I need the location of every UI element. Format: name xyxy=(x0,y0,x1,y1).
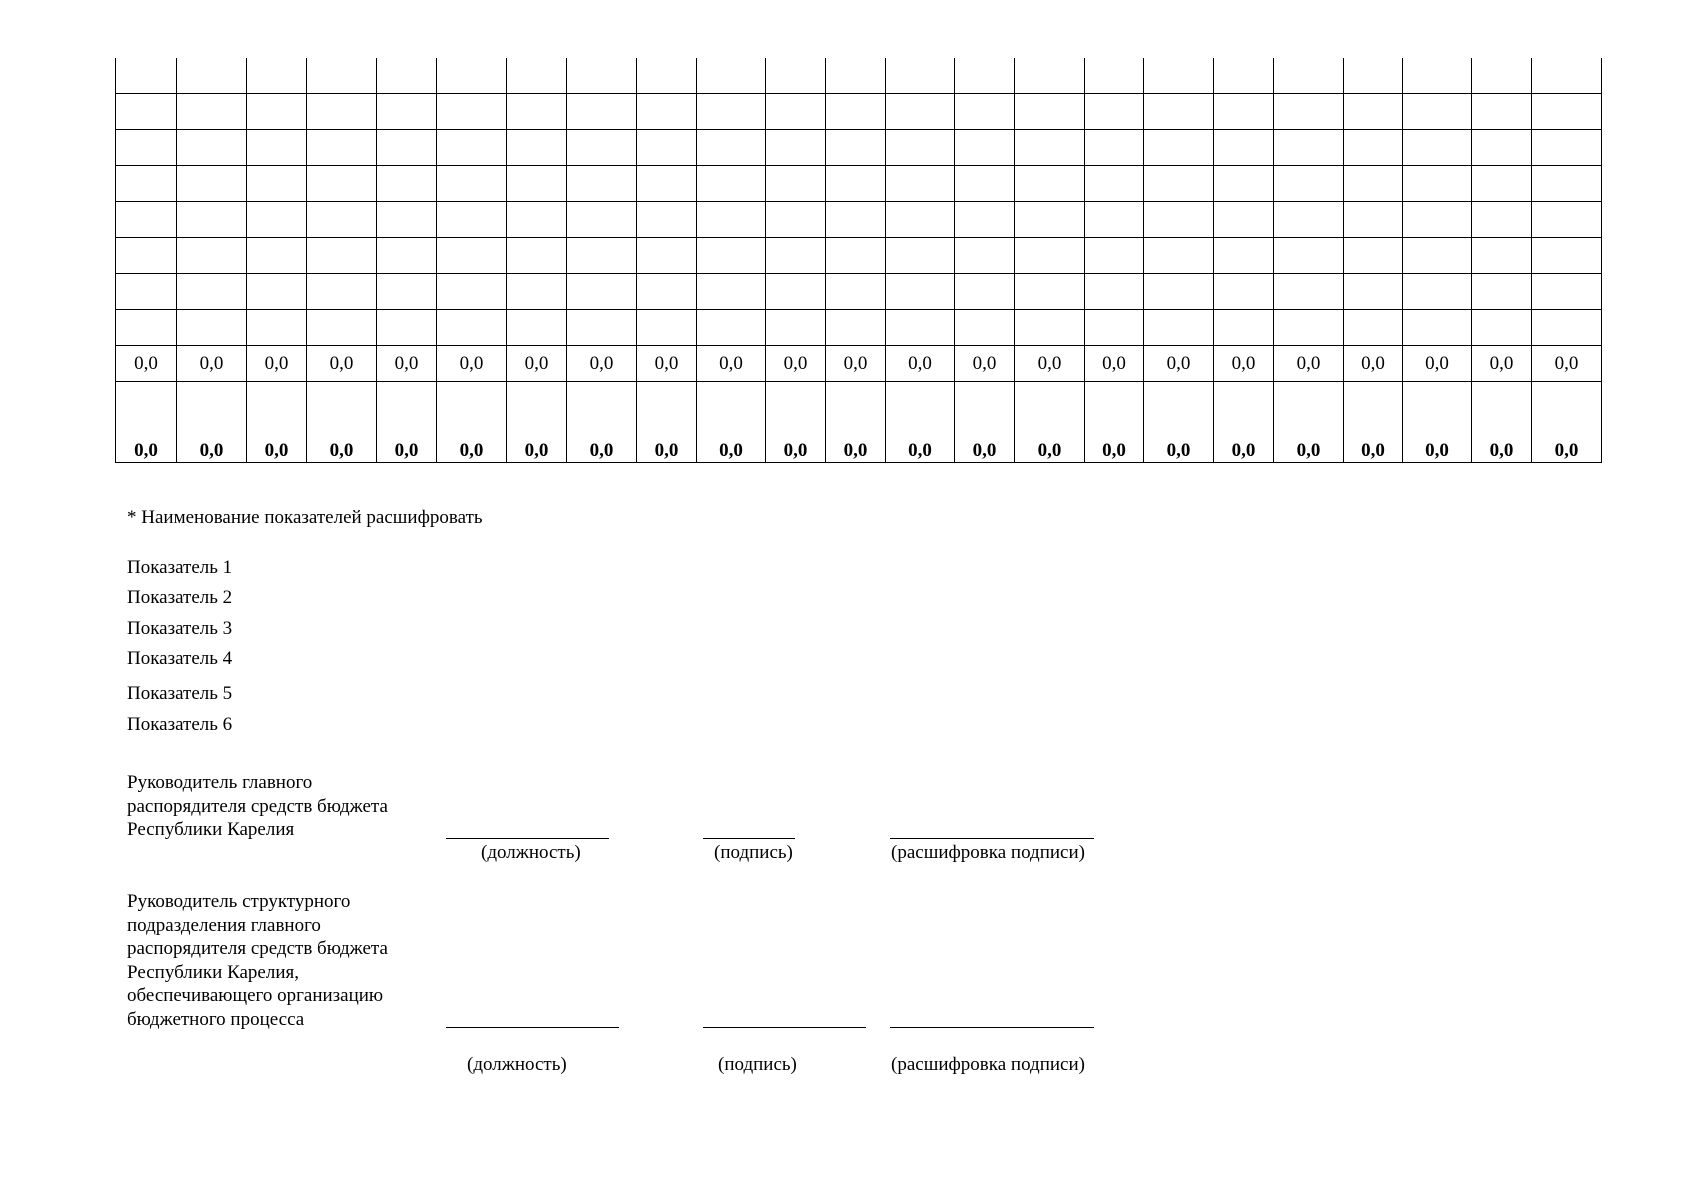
table-cell xyxy=(886,166,955,202)
indicator-6: Показатель 6 xyxy=(127,714,233,735)
table-cell xyxy=(1085,202,1144,238)
table-cell xyxy=(955,58,1015,94)
table-cell xyxy=(1344,94,1403,130)
table-cell xyxy=(1274,274,1344,310)
table-cell xyxy=(1403,94,1472,130)
table-cell xyxy=(886,94,955,130)
table-cell xyxy=(1344,238,1403,274)
total-row-cell: 0,0 xyxy=(955,382,1015,463)
table-cell xyxy=(637,58,697,94)
indicator-2: Показатель 2 xyxy=(127,587,233,608)
signature-2-title: Руководитель структурного подразделения главного распорядителя средств бюджета Республики Карелия, обеспечивающего организацию бюджетного процесса xyxy=(127,891,388,1030)
table-row xyxy=(116,166,1602,202)
table-cell xyxy=(307,94,377,130)
table-cell xyxy=(507,58,567,94)
table-cell xyxy=(955,274,1015,310)
table-row xyxy=(116,130,1602,166)
table-cell xyxy=(766,58,826,94)
data-table xyxy=(115,58,1602,463)
table-cell xyxy=(697,310,766,346)
table-cell xyxy=(1085,58,1144,94)
value-row-cell: 0,0 xyxy=(1144,346,1214,382)
signature-2-signature-line xyxy=(703,1027,866,1028)
table-cell xyxy=(1472,310,1532,346)
value-row-cell: 0,0 xyxy=(637,346,697,382)
table-cell xyxy=(697,166,766,202)
table-cell xyxy=(507,238,567,274)
table-cell xyxy=(1472,94,1532,130)
total-row-cell: 0,0 xyxy=(1532,382,1602,463)
table-cell xyxy=(377,166,437,202)
total-row-cell: 0,0 xyxy=(307,382,377,463)
table-cell xyxy=(1085,238,1144,274)
table-cell xyxy=(1403,58,1472,94)
table-cell xyxy=(247,166,307,202)
total-row-cell: 0,0 xyxy=(177,382,247,463)
table-cell xyxy=(437,238,507,274)
table-cell xyxy=(1532,130,1602,166)
table-cell xyxy=(116,166,177,202)
table-cell xyxy=(826,238,886,274)
table-cell xyxy=(567,94,637,130)
table-cell xyxy=(1085,94,1144,130)
table-cell xyxy=(697,58,766,94)
table-cell xyxy=(1403,310,1472,346)
table-cell xyxy=(697,238,766,274)
signature-1-title: Руководитель главного распорядителя средств бюджета Республики Карелия xyxy=(127,772,388,840)
total-row-cell: 0,0 xyxy=(1085,382,1144,463)
table-cell xyxy=(507,202,567,238)
table-cell xyxy=(177,274,247,310)
table-cell xyxy=(826,274,886,310)
table-cell xyxy=(1472,166,1532,202)
table-cell xyxy=(1532,310,1602,346)
table-cell xyxy=(1472,202,1532,238)
indicator-4: Показатель 4 xyxy=(127,648,233,669)
table-cell xyxy=(437,166,507,202)
table-cell xyxy=(1214,130,1274,166)
table-cell xyxy=(1274,130,1344,166)
table-cell xyxy=(637,130,697,166)
table-row xyxy=(116,274,1602,310)
table-cell xyxy=(377,274,437,310)
table-cell xyxy=(437,130,507,166)
table-cell xyxy=(955,130,1015,166)
table-cell xyxy=(1532,274,1602,310)
table-cell xyxy=(437,310,507,346)
table-cell xyxy=(116,94,177,130)
table-cell xyxy=(377,310,437,346)
total-row-cell: 0,0 xyxy=(507,382,567,463)
table-cell xyxy=(1344,274,1403,310)
table-cell xyxy=(1015,166,1085,202)
table-cell xyxy=(1085,310,1144,346)
table-cell xyxy=(697,274,766,310)
total-row-cell: 0,0 xyxy=(697,382,766,463)
table-cell xyxy=(637,166,697,202)
total-row-cell: 0,0 xyxy=(437,382,507,463)
signature-2-decoding-caption: (расшифровка подписи) xyxy=(891,1054,1085,1075)
table-cell xyxy=(1144,166,1214,202)
table-cell xyxy=(697,130,766,166)
value-row-cell: 0,0 xyxy=(1015,346,1085,382)
value-row-cell: 0,0 xyxy=(1532,346,1602,382)
value-row-cell: 0,0 xyxy=(826,346,886,382)
table-cell xyxy=(1144,238,1214,274)
table-cell xyxy=(886,238,955,274)
table-cell xyxy=(247,274,307,310)
total-row-cell: 0,0 xyxy=(886,382,955,463)
table-cell xyxy=(307,238,377,274)
table-cell xyxy=(1403,274,1472,310)
table-cell xyxy=(377,58,437,94)
table-cell xyxy=(1144,202,1214,238)
value-row-cell: 0,0 xyxy=(1344,346,1403,382)
table-cell xyxy=(1532,202,1602,238)
total-row-cell: 0,0 xyxy=(1403,382,1472,463)
table-cell xyxy=(247,238,307,274)
table-cell xyxy=(1344,130,1403,166)
value-row-cell: 0,0 xyxy=(697,346,766,382)
table-cell xyxy=(1015,238,1085,274)
table-cell xyxy=(567,58,637,94)
table-cell xyxy=(116,58,177,94)
table-cell xyxy=(1144,130,1214,166)
table-cell xyxy=(1532,58,1602,94)
table-cell xyxy=(826,58,886,94)
value-row-cell: 0,0 xyxy=(116,346,177,382)
table-cell xyxy=(1214,310,1274,346)
table-cell xyxy=(637,310,697,346)
value-row-cell: 0,0 xyxy=(507,346,567,382)
table-cell xyxy=(116,130,177,166)
table-row xyxy=(116,310,1602,346)
table-cell xyxy=(955,94,1015,130)
value-row-cell: 0,0 xyxy=(437,346,507,382)
table-cell xyxy=(567,166,637,202)
table-cell xyxy=(507,274,567,310)
table-cell xyxy=(567,202,637,238)
table-cell xyxy=(766,238,826,274)
total-row-cell: 0,0 xyxy=(826,382,886,463)
table-cell xyxy=(567,238,637,274)
table-cell xyxy=(1403,202,1472,238)
table-cell xyxy=(1274,58,1344,94)
table-cell xyxy=(1015,274,1085,310)
table-row xyxy=(116,202,1602,238)
table-cell xyxy=(116,202,177,238)
table-cell xyxy=(177,310,247,346)
indicator-1: Показатель 1 xyxy=(127,557,233,578)
table-cell xyxy=(1344,310,1403,346)
table-cell xyxy=(766,94,826,130)
table-cell xyxy=(247,58,307,94)
table-cell xyxy=(1144,58,1214,94)
total-row-cell: 0,0 xyxy=(377,382,437,463)
table-cell xyxy=(637,94,697,130)
table-cell xyxy=(1214,94,1274,130)
table-cell xyxy=(766,310,826,346)
table-cell xyxy=(1472,274,1532,310)
total-row-cell: 0,0 xyxy=(766,382,826,463)
signature-1-position-caption: (должность) xyxy=(481,842,581,863)
table-cell xyxy=(177,58,247,94)
table-cell xyxy=(766,202,826,238)
table-cell xyxy=(177,202,247,238)
table-cell xyxy=(886,310,955,346)
table-cell xyxy=(886,274,955,310)
value-row-cell: 0,0 xyxy=(1403,346,1472,382)
table-cell xyxy=(247,202,307,238)
table-cell xyxy=(116,274,177,310)
table-cell xyxy=(507,94,567,130)
value-row xyxy=(116,346,1602,382)
value-row-cell: 0,0 xyxy=(247,346,307,382)
value-row-cell: 0,0 xyxy=(567,346,637,382)
table-cell xyxy=(507,166,567,202)
table-cell xyxy=(1403,166,1472,202)
table-cell xyxy=(1015,94,1085,130)
value-row-cell: 0,0 xyxy=(1085,346,1144,382)
table-cell xyxy=(1274,310,1344,346)
table-cell xyxy=(567,310,637,346)
table-cell xyxy=(437,94,507,130)
table-cell xyxy=(1403,238,1472,274)
table-cell xyxy=(1144,274,1214,310)
table-cell xyxy=(247,130,307,166)
table-cell xyxy=(1274,202,1344,238)
table-cell xyxy=(1085,166,1144,202)
table-cell xyxy=(307,166,377,202)
total-row xyxy=(116,382,1602,463)
total-row-cell: 0,0 xyxy=(567,382,637,463)
table-cell xyxy=(507,130,567,166)
table-cell xyxy=(826,94,886,130)
table-cell xyxy=(377,130,437,166)
table-cell xyxy=(1532,166,1602,202)
table-cell xyxy=(1472,130,1532,166)
table-cell xyxy=(826,166,886,202)
table-cell xyxy=(955,310,1015,346)
table-cell xyxy=(955,166,1015,202)
table-cell xyxy=(307,58,377,94)
table-cell xyxy=(697,94,766,130)
table-cell xyxy=(1085,130,1144,166)
table-cell xyxy=(307,274,377,310)
table-cell xyxy=(116,310,177,346)
table-cell xyxy=(177,166,247,202)
table-cell xyxy=(886,58,955,94)
signature-2-position-caption: (должность) xyxy=(467,1054,567,1075)
total-row-cell: 0,0 xyxy=(1144,382,1214,463)
table-cell xyxy=(567,274,637,310)
table-cell xyxy=(307,130,377,166)
value-row-cell: 0,0 xyxy=(766,346,826,382)
table-cell xyxy=(1344,202,1403,238)
value-row-cell: 0,0 xyxy=(177,346,247,382)
total-row-cell: 0,0 xyxy=(1015,382,1085,463)
indicator-5: Показатель 5 xyxy=(127,683,233,704)
value-row-cell: 0,0 xyxy=(955,346,1015,382)
value-row-cell: 0,0 xyxy=(886,346,955,382)
total-row-cell: 0,0 xyxy=(637,382,697,463)
table-cell xyxy=(377,202,437,238)
total-row-cell: 0,0 xyxy=(116,382,177,463)
table-cell xyxy=(886,130,955,166)
table-cell xyxy=(1214,58,1274,94)
table-cell xyxy=(955,238,1015,274)
total-row-cell: 0,0 xyxy=(1344,382,1403,463)
table-cell xyxy=(377,238,437,274)
signature-2-decoding-line xyxy=(890,1027,1094,1028)
signature-1-signature-caption: (подпись) xyxy=(714,842,793,863)
table-cell xyxy=(177,238,247,274)
table-cell xyxy=(766,130,826,166)
table-cell xyxy=(1144,94,1214,130)
table-cell xyxy=(697,202,766,238)
table-cell xyxy=(437,202,507,238)
table-cell xyxy=(1214,238,1274,274)
table-cell xyxy=(826,310,886,346)
table-row xyxy=(116,58,1602,94)
table-cell xyxy=(507,310,567,346)
table-cell xyxy=(1532,94,1602,130)
table-row xyxy=(116,238,1602,274)
table-cell xyxy=(307,310,377,346)
value-row-cell: 0,0 xyxy=(1472,346,1532,382)
footnote: * Наименование показателей расшифровать xyxy=(127,507,483,528)
total-row-cell: 0,0 xyxy=(1214,382,1274,463)
table-cell xyxy=(1274,238,1344,274)
table-cell xyxy=(826,202,886,238)
value-row-cell: 0,0 xyxy=(1214,346,1274,382)
table-cell xyxy=(1472,238,1532,274)
table-cell xyxy=(307,202,377,238)
signature-1-decoding-line xyxy=(890,838,1094,839)
indicator-3: Показатель 3 xyxy=(127,618,233,639)
table-cell xyxy=(1532,238,1602,274)
table-cell xyxy=(886,202,955,238)
table-cell xyxy=(1015,202,1085,238)
total-row-cell: 0,0 xyxy=(1472,382,1532,463)
table-cell xyxy=(1144,310,1214,346)
table-cell xyxy=(177,130,247,166)
value-row-cell: 0,0 xyxy=(307,346,377,382)
table-cell xyxy=(437,274,507,310)
table-cell xyxy=(637,274,697,310)
table-cell xyxy=(766,274,826,310)
signature-2-position-line xyxy=(446,1027,619,1028)
table-cell xyxy=(247,310,307,346)
table-cell xyxy=(1403,130,1472,166)
table-cell xyxy=(1015,130,1085,166)
table-cell xyxy=(567,130,637,166)
value-row-cell: 0,0 xyxy=(377,346,437,382)
table-cell xyxy=(637,238,697,274)
table-cell xyxy=(1015,310,1085,346)
table-cell xyxy=(1214,166,1274,202)
table-cell xyxy=(1344,58,1403,94)
signature-1-signature-line xyxy=(703,838,795,839)
table-cell xyxy=(177,94,247,130)
value-row-cell: 0,0 xyxy=(1274,346,1344,382)
table-cell xyxy=(247,94,307,130)
table-cell xyxy=(1274,94,1344,130)
signature-1-position-line xyxy=(446,838,609,839)
table-cell xyxy=(377,94,437,130)
total-row-cell: 0,0 xyxy=(1274,382,1344,463)
table-cell xyxy=(1085,274,1144,310)
table-cell xyxy=(1274,166,1344,202)
table-cell xyxy=(437,58,507,94)
table-cell xyxy=(1015,58,1085,94)
table-cell xyxy=(826,130,886,166)
signature-2-signature-caption: (подпись) xyxy=(718,1054,797,1075)
table-cell xyxy=(1214,274,1274,310)
table-cell xyxy=(955,202,1015,238)
table-cell xyxy=(637,202,697,238)
table-row xyxy=(116,94,1602,130)
table-cell xyxy=(1344,166,1403,202)
total-row-cell: 0,0 xyxy=(247,382,307,463)
table-cell xyxy=(1472,58,1532,94)
table-cell xyxy=(766,166,826,202)
table-cell xyxy=(1214,202,1274,238)
table-cell xyxy=(116,238,177,274)
signature-1-decoding-caption: (расшифровка подписи) xyxy=(891,842,1085,863)
